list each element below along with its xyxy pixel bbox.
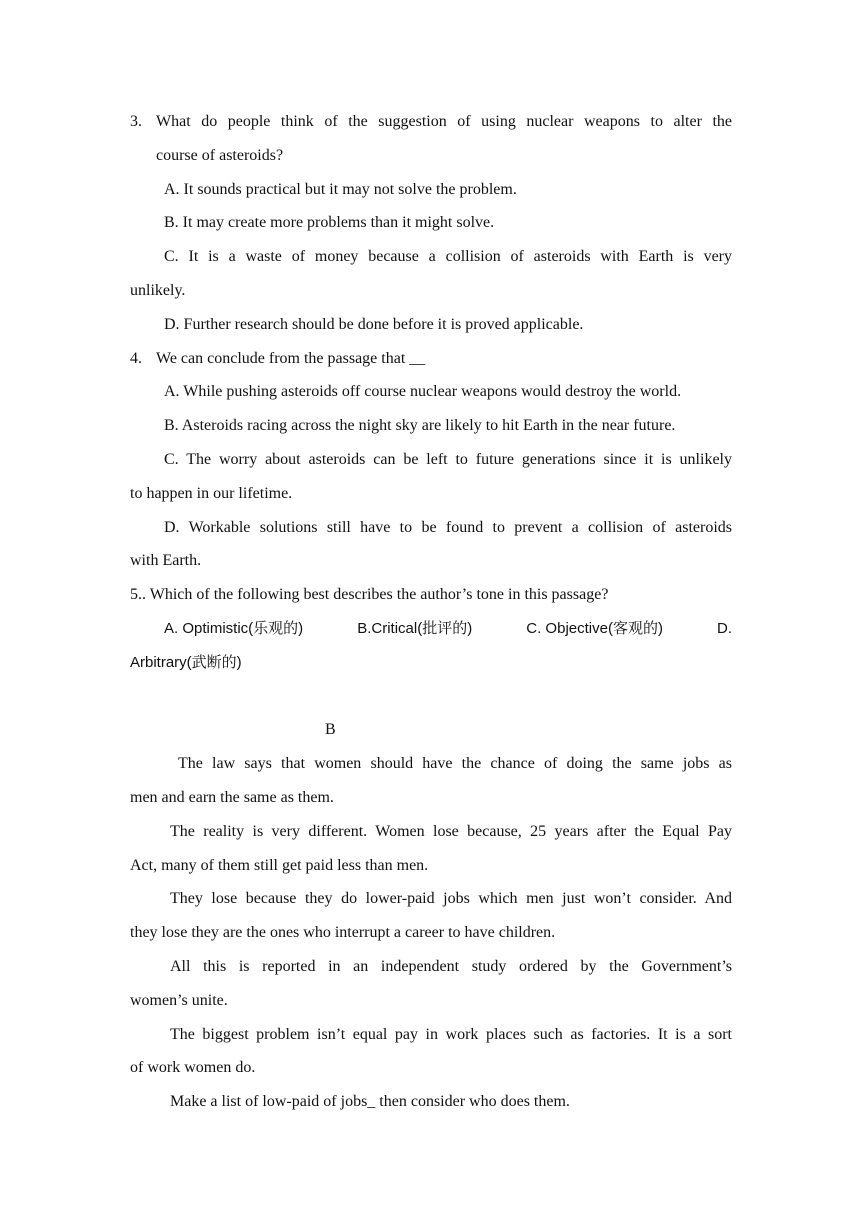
question-3-option-d: D. Further research should be done before it is proved applicable.: [164, 315, 584, 333]
question-5-stem: 5.. Which of the following best describes the author’s tone in this passage?: [130, 586, 609, 604]
question-3-option-c-line2: unlikely.: [130, 281, 186, 299]
question-4-option-c-line1: C. The worry about asteroids can be left to future generations since it is unlikely: [164, 450, 732, 468]
question-3-stem-line2: course of asteroids?: [156, 146, 284, 164]
section-b-para6-line1: Make a list of low-paid of jobs_ then consider who does them.: [170, 1093, 570, 1111]
question-4-option-d-line1: D. Workable solutions still have to be found to prevent a collision of asteroids: [164, 518, 732, 536]
section-b-para1-line2: men and earn the same as them.: [130, 788, 334, 806]
question-5-option-d-text: Arbitrary(武断的): [130, 653, 242, 671]
question-4-stem: 4. We can conclude from the passage that __: [130, 342, 732, 376]
section-b-para4-line1: All this is reported in an independent study ordered by the Government’s: [170, 957, 732, 975]
section-b-para2-line2: Act, many of them still get paid less than men.: [130, 856, 429, 874]
section-b-para2-line1: The reality is very different. Women lose because, 25 years after the Equal Pay: [170, 822, 732, 840]
question-4-option-b: B. Asteroids racing across the night sky are likely to hit Earth in the near future.: [164, 417, 676, 435]
spacer: [130, 680, 732, 714]
section-b-para5-line2: of work women do.: [130, 1059, 256, 1077]
question-5-option-b: B.Critical(批评的): [357, 619, 473, 637]
question-3-number: 3.: [130, 113, 142, 130]
section-b-para1-line1: The law says that women should have the chance of doing the same jobs as: [178, 755, 732, 773]
section-b-para4-line2: women’s unite.: [130, 991, 228, 1009]
question-3-option-b: B. It may create more problems than it might solve.: [164, 214, 495, 232]
section-b-para5-line1: The biggest problem isn’t equal pay in work places such as factories. It is a sort: [170, 1025, 732, 1043]
question-4-option-c-line2: to happen in our lifetime.: [130, 484, 293, 502]
question-3-stem-line1: 3. What do people think of the suggestion of using nuclear weapons to alter the: [130, 105, 732, 139]
section-b-para3-line2: they lose they are the ones who interrupt a career to have children.: [130, 924, 556, 942]
question-5-option-a: A. Optimistic(乐观的): [164, 619, 304, 637]
question-5-options-line1: [130, 612, 732, 646]
section-b-heading: B: [325, 721, 336, 739]
question-4-option-d-line2: with Earth.: [130, 552, 202, 570]
text-column: [130, 105, 732, 1119]
question-4-number: 4.: [130, 349, 142, 367]
question-3-option-c-line1: C. It is a waste of money because a collision of asteroids with Earth is very: [164, 248, 732, 266]
question-5-option-d-label: D.: [717, 619, 732, 637]
section-b-para3-line1: They lose because they do lower-paid jobs which men just won’t consider. And: [170, 890, 732, 908]
question-5-option-c: C. Objective(客观的): [526, 619, 663, 637]
question-3-option-a: A. It sounds practical but it may not solve the problem.: [164, 180, 517, 198]
question-4-option-a: A. While pushing asteroids off course nuclear weapons would destroy the world.: [164, 383, 682, 401]
